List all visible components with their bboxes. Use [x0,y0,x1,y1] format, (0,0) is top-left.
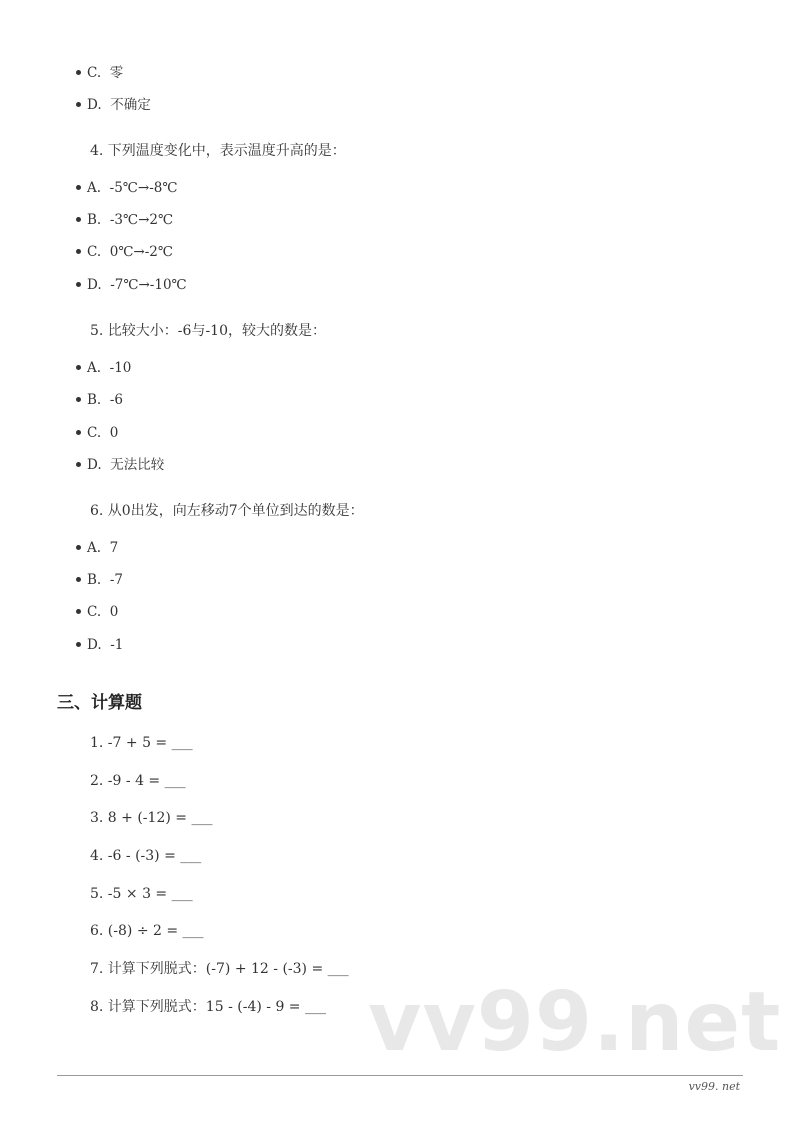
bullet-icon [76,545,81,550]
bullet-icon [76,102,81,107]
q4-option-c: C. 0℃→-2℃ [76,243,173,261]
q5-option-c: C. 0 [76,424,118,442]
q5-option-a: A. -10 [76,359,131,377]
bullet-icon [76,365,81,370]
footer-divider [57,1075,743,1076]
q4-option-d: D. -7℃→-10℃ [76,276,187,294]
q6-option-c: C. 0 [76,603,118,621]
q4-stem: 4. 下列温度变化中，表示温度升高的是： [90,143,346,159]
q5-stem: 5. 比较大小：-6与-10，较大的数是： [90,323,326,339]
calc-item-4: 4. -6 - (-3) = ___ [90,848,202,864]
q6-stem: 6. 从0出发，向左移动7个单位到达的数是： [90,503,364,519]
bullet-icon [76,397,81,402]
q5-option-d: D. 无法比较 [76,456,164,474]
section-title-calculation: 三、计算题 [57,693,142,713]
bullet-icon [76,642,81,647]
bullet-icon [76,609,81,614]
calc-item-6: 6. (-8) ÷ 2 = ___ [90,923,204,939]
calc-item-3: 3. 8 + (-12) = ___ [90,810,213,826]
bullet-icon [76,217,81,222]
q3-option-c: C. 零 [76,64,123,82]
q4-option-a: A. -5℃→-8℃ [76,179,177,197]
q3-option-d: D. 不确定 [76,96,151,114]
q6-option-d: D. -1 [76,636,123,654]
bullet-icon [76,430,81,435]
bullet-icon [76,462,81,467]
footer-site: vv99. net [688,1080,740,1093]
bullet-icon [76,70,81,75]
watermark: vv99.net [368,975,782,1070]
q6-option-b: B. -7 [76,571,123,589]
bullet-icon [76,249,81,254]
bullet-icon [76,185,81,190]
calc-item-1: 1. -7 + 5 = ___ [90,735,193,751]
calc-item-8: 8. 计算下列脱式：15 - (-4) - 9 = ___ [90,999,326,1015]
q6-option-a: A. 7 [76,539,118,557]
calc-item-5: 5. -5 × 3 = ___ [90,886,193,902]
calc-item-2: 2. -9 - 4 = ___ [90,773,186,789]
q4-option-b: B. -3℃→2℃ [76,211,173,229]
bullet-icon [76,577,81,582]
calc-item-7: 7. 计算下列脱式：(-7) + 12 - (-3) = ___ [90,961,349,977]
bullet-icon [76,282,81,287]
q5-option-b: B. -6 [76,391,123,409]
